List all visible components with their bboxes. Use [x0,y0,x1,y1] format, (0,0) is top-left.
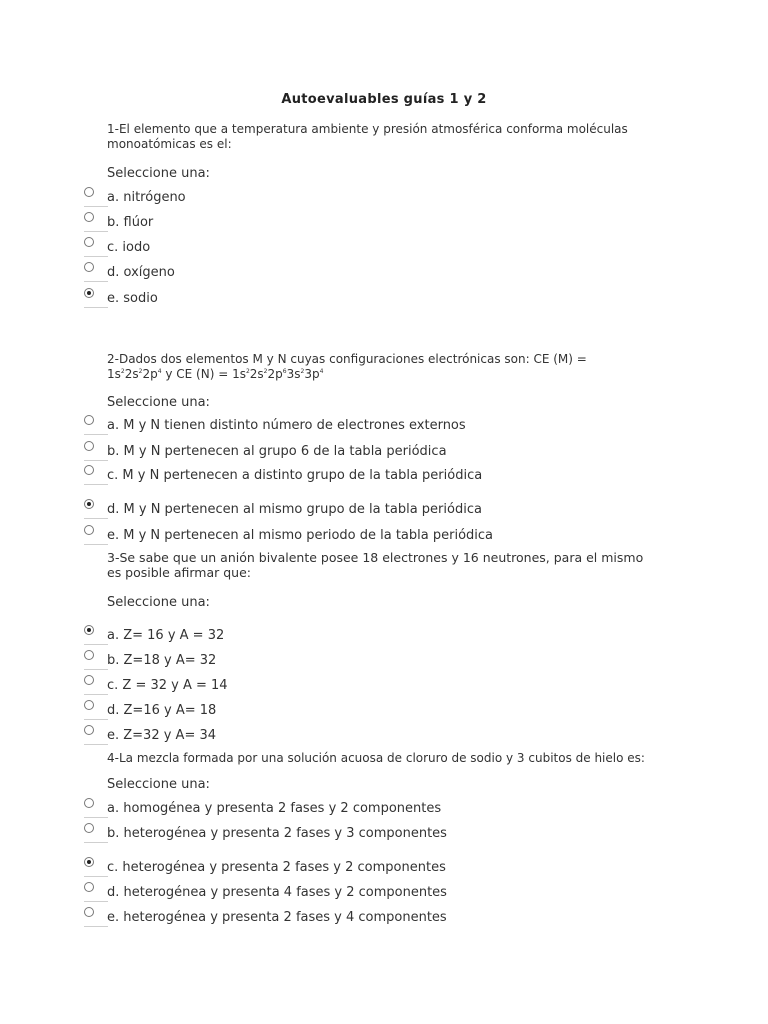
question-1-option-e[interactable] [84,288,504,308]
radio-button[interactable] [84,415,94,425]
option-label: a. M y N tienen distinto número de electrones externos [107,418,466,433]
radio-button[interactable] [84,465,94,475]
question-1-option-c[interactable] [84,237,504,257]
option-underline [84,744,108,745]
question-2-option-e[interactable] [84,525,504,545]
option-underline [84,669,108,670]
option-underline [84,544,108,545]
question-1-select-label: Seleccione una: [107,166,210,181]
option-label: e. M y N pertenecen al mismo periodo de la tabla periódica [107,528,494,543]
option-underline [84,842,108,843]
option-label: a. nitrógeno [107,190,186,205]
radio-button[interactable] [84,798,94,808]
option-label: e. heterogénea y presenta 2 fases y 4 componentes [107,910,447,925]
option-label: d. M y N pertenecen al mismo grupo de la tabla periódica [107,502,482,517]
radio-button[interactable] [84,187,94,197]
question-3-select-label: Seleccione una: [107,595,210,610]
question-3-option-d[interactable] [84,700,504,720]
option-underline [84,518,108,519]
question-2-option-a[interactable] [84,415,504,435]
question-4-select-label: Seleccione una: [107,777,210,792]
option-label: d. heterogénea y presenta 4 fases y 2 componentes [107,885,447,900]
question-3-option-e[interactable] [84,725,504,745]
option-label: b. flúor [107,215,154,230]
radio-button[interactable] [84,288,94,298]
option-label: c. heterogénea y presenta 2 fases y 2 componentes [107,860,446,875]
option-label: d. Z=16 y A= 18 [107,703,217,718]
question-2-select-label: Seleccione una: [107,395,210,410]
question-1-option-d[interactable] [84,262,504,282]
radio-button[interactable] [84,262,94,272]
question-3-option-c[interactable] [84,675,504,695]
question-3-option-b[interactable] [84,650,504,670]
orbital: 2p [142,367,158,381]
radio-button[interactable] [84,823,94,833]
option-underline [84,694,108,695]
question-1-line-1: 1-El elemento que a temperatura ambiente y presión atmosférica conforma moléculas [107,122,628,136]
option-underline [84,484,108,485]
question-4-option-a[interactable] [84,798,504,818]
question-2-option-d[interactable] [84,499,504,519]
option-label: e. sodio [107,291,158,306]
radio-button[interactable] [84,675,94,685]
electron-count: 2 [263,368,268,375]
orbital: 1s [232,367,246,381]
option-label: a. Z= 16 y A = 32 [107,628,225,643]
question-3-line-1: 3-Se sabe que un anión bivalente posee 18 electrones y 16 neutrones, para el mismo [107,550,644,565]
question-2-text [107,352,667,382]
radio-button[interactable] [84,907,94,917]
option-underline [84,256,108,257]
question-2-option-c[interactable] [84,465,504,485]
option-label: a. homogénea y presenta 2 fases y 2 componentes [107,801,442,816]
radio-button[interactable] [84,525,94,535]
question-3-option-a[interactable] [84,625,504,645]
question-4-option-e[interactable] [84,907,504,927]
option-label: b. Z=18 y A= 32 [107,653,217,668]
radio-button[interactable] [84,212,94,222]
electron-count: 2 [120,368,125,375]
option-label: e. Z=32 y A= 34 [107,728,217,743]
question-4-text [107,751,667,766]
option-underline [84,817,108,818]
option-label: c. Z = 32 y A = 14 [107,678,228,693]
question-3-line-2: es posible afirmar que: [107,565,251,580]
radio-button[interactable] [84,882,94,892]
option-underline [84,460,108,461]
electron-count: 2 [300,368,305,375]
question-4-option-c[interactable] [84,857,504,877]
question-1-text [107,122,667,152]
option-underline [84,206,108,207]
electron-count: 4 [157,368,162,375]
electron-count: 2 [138,368,143,375]
orbital: 1s [107,367,121,381]
radio-button[interactable] [84,725,94,735]
question-2-line-1: 2-Dados dos elementos M y N cuyas configuraciones electrónicas son: CE (M) = [107,352,587,366]
question-3-text [107,550,667,580]
orbital: 3p [304,367,320,381]
question-1-option-a[interactable] [84,187,504,207]
option-label: b. heterogénea y presenta 2 fases y 3 componentes [107,826,447,841]
electron-count: 6 [282,368,287,375]
option-label: c. M y N pertenecen a distinto grupo de la tabla periódica [107,468,483,483]
question-1-option-b[interactable] [84,212,504,232]
electron-count: 2 [245,368,250,375]
question-2-option-b[interactable] [84,441,504,461]
radio-button[interactable] [84,650,94,660]
option-underline [84,901,108,902]
question-4-option-b[interactable] [84,823,504,843]
option-label: d. oxígeno [107,265,175,280]
option-underline [84,876,108,877]
electron-count: 4 [319,368,324,375]
question-4-line-1: 4-La mezcla formada por una solución acuosa de cloruro de sodio y 3 cubitos de hielo es: [107,751,645,765]
radio-button[interactable] [84,499,94,509]
page-title: Autoevaluables guías 1 y 2 [281,92,487,107]
orbital: 2s [249,367,264,381]
question-2-formula [107,367,667,382]
formula-join: y CE (N) = [161,367,233,381]
option-underline [84,231,108,232]
option-underline [84,926,108,927]
radio-button[interactable] [84,857,94,867]
option-label: c. iodo [107,240,151,255]
option-underline [84,719,108,720]
radio-button[interactable] [84,700,94,710]
radio-button[interactable] [84,237,94,247]
option-underline [84,434,108,435]
option-underline [84,307,108,308]
option-underline [84,644,108,645]
question-1-line-2: monoatómicas es el: [107,137,232,151]
question-4-option-d[interactable] [84,882,504,902]
orbital: 3s [286,367,301,381]
orbital: 2s [124,367,139,381]
option-underline [84,281,108,282]
orbital: 2p [267,367,283,381]
radio-button[interactable] [84,625,94,635]
radio-button[interactable] [84,441,94,451]
option-label: b. M y N pertenecen al grupo 6 de la tabla periódica [107,444,447,459]
